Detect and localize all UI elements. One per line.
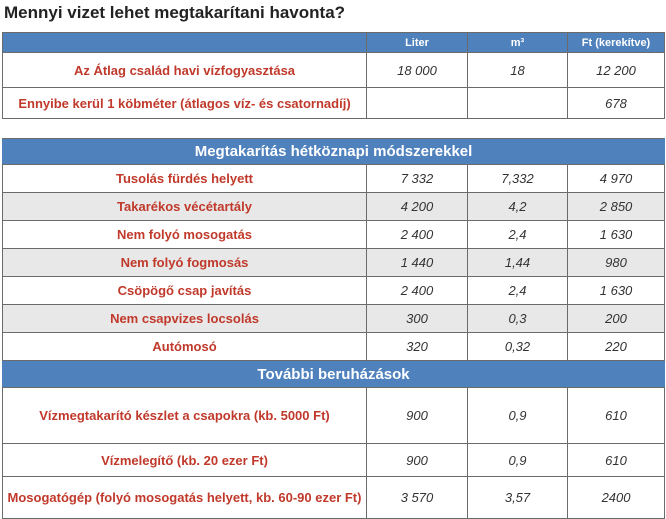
cell-m3: 18 xyxy=(468,53,568,88)
savings-table xyxy=(2,138,665,519)
table-row xyxy=(3,53,665,88)
cell-ft: 12 200 xyxy=(568,53,665,88)
cell-ft: 220 xyxy=(568,333,665,361)
cell-ft: 610 xyxy=(568,388,665,444)
row-label: Nem folyó mosogatás xyxy=(3,221,367,249)
table-row xyxy=(3,193,665,221)
cell-m3: 4,2 xyxy=(468,193,568,221)
table-row xyxy=(3,249,665,277)
cell-liter: 4 200 xyxy=(367,193,468,221)
row-label: Mosogatógép (folyó mosogatás helyett, kb. 60-90 ezer Ft) xyxy=(3,477,367,519)
cell-ft: 4 970 xyxy=(568,165,665,193)
row-label: Ennyibe kerül 1 köbméter (átlagos víz- és csatornadíj) xyxy=(3,88,367,119)
header-liter: Liter xyxy=(367,33,468,53)
table-row xyxy=(3,221,665,249)
cell-m3: 2,4 xyxy=(468,277,568,305)
cell-ft: 610 xyxy=(568,444,665,477)
cell-m3: 0,9 xyxy=(468,444,568,477)
cell-ft: 200 xyxy=(568,305,665,333)
cell-liter: 2 400 xyxy=(367,277,468,305)
cell-m3: 2,4 xyxy=(468,221,568,249)
cell-ft: 678 xyxy=(568,88,665,119)
cell-liter: 7 332 xyxy=(367,165,468,193)
row-label: Nem folyó fogmosás xyxy=(3,249,367,277)
table-row xyxy=(3,477,665,519)
header-ft: Ft (kerekítve) xyxy=(568,33,665,53)
cell-m3: 0,9 xyxy=(468,388,568,444)
cell-liter: 300 xyxy=(367,305,468,333)
section-header xyxy=(3,361,665,388)
row-label: Autómosó xyxy=(3,333,367,361)
cell-liter: 900 xyxy=(367,444,468,477)
table-row xyxy=(3,88,665,119)
cell-m3: 0,3 xyxy=(468,305,568,333)
row-label: Nem csapvizes locsolás xyxy=(3,305,367,333)
cell-m3 xyxy=(468,88,568,119)
section-header xyxy=(3,139,665,165)
cell-liter: 2 400 xyxy=(367,221,468,249)
cell-liter: 18 000 xyxy=(367,53,468,88)
cell-m3: 7,332 xyxy=(468,165,568,193)
cell-liter: 320 xyxy=(367,333,468,361)
row-label: Tusolás fürdés helyett xyxy=(3,165,367,193)
table-row xyxy=(3,165,665,193)
summary-table xyxy=(2,32,665,119)
cell-m3: 0,32 xyxy=(468,333,568,361)
cell-ft: 1 630 xyxy=(568,221,665,249)
header-row xyxy=(3,33,665,53)
section-title: Megtakarítás hétköznapi módszerekkel xyxy=(3,139,665,165)
table-row xyxy=(3,388,665,444)
cell-ft: 2 850 xyxy=(568,193,665,221)
cell-m3: 1,44 xyxy=(468,249,568,277)
row-label: Vízmelegítő (kb. 20 ezer Ft) xyxy=(3,444,367,477)
row-label: Az Átlag család havi vízfogyasztása xyxy=(3,53,367,88)
cell-m3: 3,57 xyxy=(468,477,568,519)
page-title: Mennyi vizet lehet megtakarítani havonta? xyxy=(4,3,346,22)
header-m3: m³ xyxy=(468,33,568,53)
section-title: További beruházások xyxy=(3,361,665,388)
table-row xyxy=(3,305,665,333)
table-row xyxy=(3,444,665,477)
cell-ft: 1 630 xyxy=(568,277,665,305)
cell-ft: 980 xyxy=(568,249,665,277)
cell-liter: 900 xyxy=(367,388,468,444)
cell-liter: 1 440 xyxy=(367,249,468,277)
cell-liter xyxy=(367,88,468,119)
row-label: Csöpögő csap javítás xyxy=(3,277,367,305)
table-row xyxy=(3,277,665,305)
header-blank xyxy=(3,33,367,53)
cell-liter: 3 570 xyxy=(367,477,468,519)
cell-ft: 2400 xyxy=(568,477,665,519)
row-label: Takarékos vécétartály xyxy=(3,193,367,221)
table-row xyxy=(3,333,665,361)
row-label: Vízmegtakarító készlet a csapokra (kb. 5000 Ft) xyxy=(3,388,367,444)
